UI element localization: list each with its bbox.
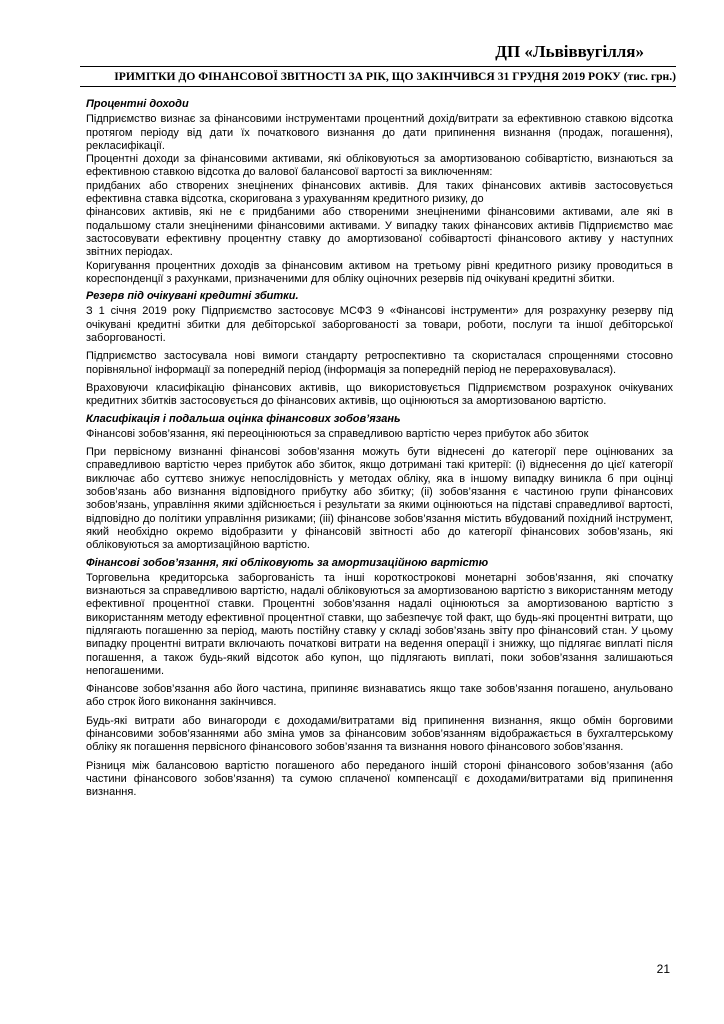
section-liability-classification xyxy=(86,413,673,553)
paragraph: Підприємство застосувала нові вимоги стандарту ретроспективно та скористалася спрощеннями стосовно порівняльної інформації за попередній період (інформація за попередній період не перераховувалася). xyxy=(86,350,673,376)
page-number: 21 xyxy=(656,962,670,976)
paragraph: При первісному визнанні фінансові зобов’язання можуть бути віднесені до категорії пере оцінюваних за справедливою вартістю через прибуток або збиток, якщо дотримані такі критерії: (і) віднесення до цієї категорії виключає або суттєво знижує непослідовність у методах обліку, яка в іншому випадку виникла б при оцінці зобов’язань або визнання відповідного прибутку або збитку; (іі) зобов’язання є частиною групи фінансових зобов’язань, управління якими здійснюється і результати за якими оцінюються на підставі справедливої вартості, відповідно до політики управління ризиками; (ііі) фінансове зобов’язання містить вбудований похідний інструмент, який необхідно окремо відобразити у фінансовій звітності або до категорії фінансових зобов’язань, які обліковуються за амортизаційною вартістю. xyxy=(86,446,673,552)
paragraph: Процентні доходи за фінансовими активами, які обліковуються за амортизованою собівартістю, визнаються за ефективною ставкою відсотка до валової балансової вартості за виключенням: xyxy=(86,153,673,179)
paragraph: Фінансове зобов’язання або його частина, припиняє визнаватись якщо таке зобов’язання погашено, анульовано або строк його виконання закінчився. xyxy=(86,683,673,709)
report-subtitle: ІРИМІТКИ ДО ФІНАНСОВОЇ ЗВІТНОСТІ ЗА РІК, ЩО ЗАКІНЧИВСЯ 31 ГРУДНЯ 2019 РОКУ (тис. грн.) xyxy=(114,70,676,83)
section-amortized-liabilities xyxy=(86,557,673,800)
paragraph: Торговельна кредиторська заборгованість та інші короткострокові монетарні зобов’язання, які спочатку визнаються за справедливою вартістю, надалі обліковуються за амортизованою вартістю з використанням методу ефективної процентної ставки. Процентні зобов’язання надалі оцінюються за амортизованою вартістю з використанням методу ефективної процентної ставки, що забезпечує той факт, що будь-які процентні витрати, що підлягають погашенню за період, мають постійну ставку у складі зобов’язань звіту про фінансовий стан. У цьому випадку процентні витрати включають початкові витрати на ведення операції і знижку, що підлягає виплаті після погашення, а також будь-який відсоток або купон, що підлягають виплаті, поки зобов’язання залишаються непогашеними. xyxy=(86,571,673,677)
section-heading: Процентні доходи xyxy=(86,98,189,110)
section-heading: Резерв під очікувані кредитні збитки. xyxy=(86,290,299,303)
paragraph: Будь-які витрати або винагороди є доходами/витратами від припинення визнання, якщо обмін борговими фінансовими зобов’язаннями або зміна умов за фінансовим зобов’язанням відображається в бухгалтерському обліку як погашення первісного фінансового зобов’язання та визнання нового фінансового зобов’язання. xyxy=(86,714,673,754)
paragraph: Враховуючи класифікацію фінансових активів, що використовується Підприємством розрахунок очікуваних кредитних збитків застосовується до фінансових активів, що оцінюються за амортизованою вартістю. xyxy=(86,381,673,408)
paragraph: Фінансові зобов’язання, які переоцінюються за справедливою вартістю через прибуток або збиток xyxy=(86,427,589,440)
paragraph: придбаних або створених знецінених фінансових активів. Для таких фінансових активів застосовується ефективна ставка відсотка, скоригована з урахуванням кредитного ризику, до xyxy=(86,179,673,206)
paragraph: З 1 січня 2019 року Підприємство застосовує МСФЗ 9 «Фінансові інструменти» для розрахунку резерву під очікувані кредитні збитки для дебіторської заборгованості за товари, роботи, послуги та іншої дебіторської заборгованості. xyxy=(86,305,673,345)
section-interest-income xyxy=(86,98,673,286)
document-body xyxy=(86,98,673,800)
section-heading: Фінансові зобов’язання, які обліковують за амортизаційною вартістю xyxy=(86,556,489,569)
paragraph: Підприємство визнає за фінансовими інструментами процентний дохід/витрати за ефективною ставкою відсотка протягом періоду від дати їх початкового визнання до дати припинення визнання (продаж, погашення), рекласифікації. xyxy=(86,113,673,152)
header-divider-bottom xyxy=(80,86,676,87)
paragraph: Різниця між балансовою вартістю погашеного або переданого іншій стороні фінансового зобов’язання (або частини фінансового зобов’язання) та сумою сплаченої компенсації є доходами/витратами від припинення визнання. xyxy=(86,759,673,799)
paragraph: фінансових активів, які не є придбаними або створеними знеціненими фінансовими активами, але які в подальшому стали знеціненими фінансовими активами. У випадку таких фінансових активів Підприємство має застосовувати ефективну процентну ставку до амортизованої собівартості фінансового активу у наступних звітних періодах. xyxy=(86,206,673,259)
paragraph: Коригування процентних доходів за фінансовим активом на третьому рівні кредитного ризику проводиться в кореспонденції з рахунками, призначеними для обліку оціночних резервів під очікувані кредитні збитки. xyxy=(86,259,673,285)
header-divider-top xyxy=(80,66,676,67)
section-heading: Класифікація і подальша оцінка фінансових зобов’язань xyxy=(86,412,401,425)
company-title: ДП «Львіввугілля» xyxy=(495,42,644,61)
section-credit-loss-reserve xyxy=(86,290,673,408)
